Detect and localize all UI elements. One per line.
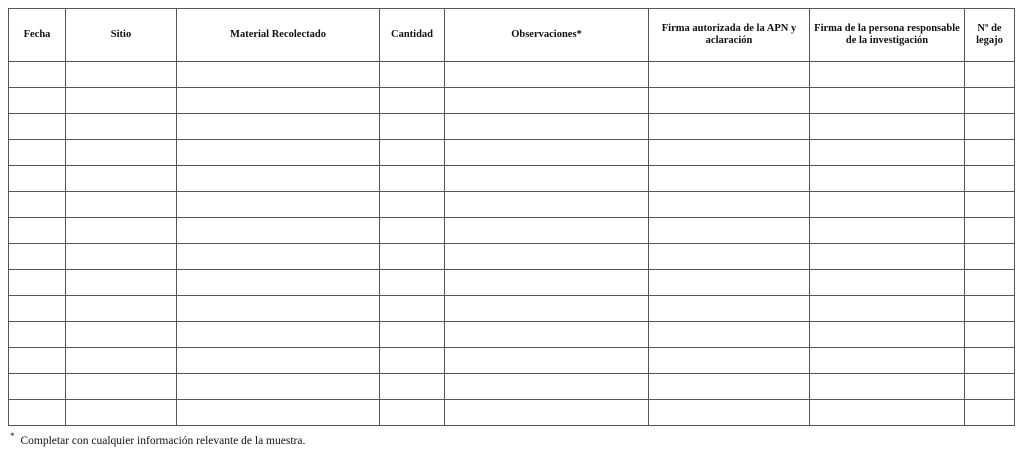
cell-firma-apn[interactable]	[649, 192, 810, 218]
table-row	[9, 166, 1015, 192]
cell-material[interactable]	[177, 322, 380, 348]
cell-material[interactable]	[177, 270, 380, 296]
cell-firma-apn[interactable]	[649, 400, 810, 426]
cell-legajo[interactable]	[965, 400, 1015, 426]
cell-legajo[interactable]	[965, 322, 1015, 348]
cell-sitio[interactable]	[66, 218, 177, 244]
table-body	[9, 62, 1015, 426]
cell-material[interactable]	[177, 88, 380, 114]
cell-material[interactable]	[177, 140, 380, 166]
table-row	[9, 140, 1015, 166]
cell-cantidad[interactable]	[380, 192, 445, 218]
cell-firma-responsable[interactable]	[810, 322, 965, 348]
cell-cantidad[interactable]	[380, 88, 445, 114]
cell-firma-responsable[interactable]	[810, 62, 965, 88]
cell-observaciones[interactable]	[445, 374, 649, 400]
header-cantidad: Cantidad	[380, 9, 445, 62]
table-row	[9, 348, 1015, 374]
cell-sitio[interactable]	[66, 348, 177, 374]
cell-sitio[interactable]	[66, 192, 177, 218]
cell-material[interactable]	[177, 218, 380, 244]
cell-firma-apn[interactable]	[649, 374, 810, 400]
cell-observaciones[interactable]	[445, 166, 649, 192]
cell-fecha[interactable]	[9, 62, 66, 88]
cell-sitio[interactable]	[66, 62, 177, 88]
cell-fecha[interactable]	[9, 244, 66, 270]
table-row	[9, 400, 1015, 426]
cell-cantidad[interactable]	[380, 322, 445, 348]
cell-legajo[interactable]	[965, 114, 1015, 140]
cell-observaciones[interactable]	[445, 192, 649, 218]
cell-sitio[interactable]	[66, 296, 177, 322]
cell-cantidad[interactable]	[380, 374, 445, 400]
cell-firma-apn[interactable]	[649, 114, 810, 140]
cell-observaciones[interactable]	[445, 62, 649, 88]
cell-legajo[interactable]	[965, 348, 1015, 374]
table-row	[9, 296, 1015, 322]
cell-observaciones[interactable]	[445, 218, 649, 244]
cell-sitio[interactable]	[66, 374, 177, 400]
cell-fecha[interactable]	[9, 166, 66, 192]
cell-sitio[interactable]	[66, 322, 177, 348]
cell-firma-apn[interactable]	[649, 166, 810, 192]
footnote-mark: *	[10, 431, 15, 441]
cell-firma-responsable[interactable]	[810, 114, 965, 140]
cell-sitio[interactable]	[66, 114, 177, 140]
cell-firma-apn[interactable]	[649, 140, 810, 166]
table-row	[9, 62, 1015, 88]
cell-fecha[interactable]	[9, 322, 66, 348]
cell-sitio[interactable]	[66, 140, 177, 166]
cell-fecha[interactable]	[9, 88, 66, 114]
cell-material[interactable]	[177, 296, 380, 322]
cell-legajo[interactable]	[965, 192, 1015, 218]
cell-material[interactable]	[177, 192, 380, 218]
cell-firma-responsable[interactable]	[810, 166, 965, 192]
cell-firma-responsable[interactable]	[810, 296, 965, 322]
cell-fecha[interactable]	[9, 296, 66, 322]
cell-legajo[interactable]	[965, 88, 1015, 114]
cell-material[interactable]	[177, 348, 380, 374]
cell-legajo[interactable]	[965, 62, 1015, 88]
cell-legajo[interactable]	[965, 140, 1015, 166]
footnote-text: Completar con cualquier información relevante de la muestra.	[20, 434, 306, 447]
cell-cantidad[interactable]	[380, 244, 445, 270]
cell-cantidad[interactable]	[380, 114, 445, 140]
cell-firma-apn[interactable]	[649, 244, 810, 270]
header-row	[9, 9, 1015, 62]
header-numero-legajo: Nº de legajo	[965, 9, 1015, 62]
table-row	[9, 218, 1015, 244]
cell-observaciones[interactable]	[445, 400, 649, 426]
footnote	[10, 431, 305, 447]
cell-sitio[interactable]	[66, 244, 177, 270]
cell-observaciones[interactable]	[445, 348, 649, 374]
header-sitio: Sitio	[66, 9, 177, 62]
cell-firma-apn[interactable]	[649, 322, 810, 348]
table-row	[9, 374, 1015, 400]
cell-fecha[interactable]	[9, 140, 66, 166]
header-firma-apn: Firma autorizada de la APN y aclaración	[649, 9, 810, 62]
table-row	[9, 88, 1015, 114]
cell-legajo[interactable]	[965, 374, 1015, 400]
cell-firma-apn[interactable]	[649, 62, 810, 88]
cell-firma-apn[interactable]	[649, 218, 810, 244]
cell-firma-responsable[interactable]	[810, 192, 965, 218]
cell-firma-responsable[interactable]	[810, 244, 965, 270]
header-material-recolectado: Material Recolectado	[177, 9, 380, 62]
header-observaciones: Observaciones*	[445, 9, 649, 62]
cell-legajo[interactable]	[965, 244, 1015, 270]
cell-fecha[interactable]	[9, 192, 66, 218]
cell-firma-responsable[interactable]	[810, 374, 965, 400]
cell-legajo[interactable]	[965, 218, 1015, 244]
cell-firma-responsable[interactable]	[810, 140, 965, 166]
cell-fecha[interactable]	[9, 114, 66, 140]
cell-firma-apn[interactable]	[649, 88, 810, 114]
cell-sitio[interactable]	[66, 270, 177, 296]
cell-material[interactable]	[177, 374, 380, 400]
cell-sitio[interactable]	[66, 400, 177, 426]
cell-cantidad[interactable]	[380, 348, 445, 374]
cell-material[interactable]	[177, 400, 380, 426]
cell-cantidad[interactable]	[380, 296, 445, 322]
cell-fecha[interactable]	[9, 270, 66, 296]
cell-firma-apn[interactable]	[649, 296, 810, 322]
table-row	[9, 244, 1015, 270]
cell-cantidad[interactable]	[380, 270, 445, 296]
cell-legajo[interactable]	[965, 270, 1015, 296]
cell-firma-responsable[interactable]	[810, 400, 965, 426]
cell-firma-responsable[interactable]	[810, 88, 965, 114]
header-firma-responsable: Firma de la persona responsable de la investigación	[810, 9, 965, 62]
cell-sitio[interactable]	[66, 88, 177, 114]
cell-firma-responsable[interactable]	[810, 270, 965, 296]
cell-firma-apn[interactable]	[649, 270, 810, 296]
cell-observaciones[interactable]	[445, 270, 649, 296]
cell-legajo[interactable]	[965, 296, 1015, 322]
cell-cantidad[interactable]	[380, 140, 445, 166]
cell-cantidad[interactable]	[380, 400, 445, 426]
table-row	[9, 192, 1015, 218]
cell-material[interactable]	[177, 244, 380, 270]
table-row	[9, 270, 1015, 296]
cell-cantidad[interactable]	[380, 218, 445, 244]
cell-cantidad[interactable]	[380, 62, 445, 88]
table-row	[9, 322, 1015, 348]
cell-fecha[interactable]	[9, 400, 66, 426]
cell-material[interactable]	[177, 166, 380, 192]
cell-fecha[interactable]	[9, 374, 66, 400]
cell-material[interactable]	[177, 114, 380, 140]
cell-observaciones[interactable]	[445, 322, 649, 348]
cell-observaciones[interactable]	[445, 88, 649, 114]
cell-cantidad[interactable]	[380, 166, 445, 192]
cell-observaciones[interactable]	[445, 244, 649, 270]
cell-sitio[interactable]	[66, 166, 177, 192]
header-fecha: Fecha	[9, 9, 66, 62]
cell-firma-responsable[interactable]	[810, 348, 965, 374]
cell-firma-apn[interactable]	[649, 348, 810, 374]
cell-observaciones[interactable]	[445, 140, 649, 166]
collection-record-table	[8, 8, 1015, 426]
cell-observaciones[interactable]	[445, 296, 649, 322]
cell-legajo[interactable]	[965, 166, 1015, 192]
cell-material[interactable]	[177, 62, 380, 88]
cell-observaciones[interactable]	[445, 114, 649, 140]
cell-fecha[interactable]	[9, 218, 66, 244]
table-row	[9, 114, 1015, 140]
cell-firma-responsable[interactable]	[810, 218, 965, 244]
cell-fecha[interactable]	[9, 348, 66, 374]
